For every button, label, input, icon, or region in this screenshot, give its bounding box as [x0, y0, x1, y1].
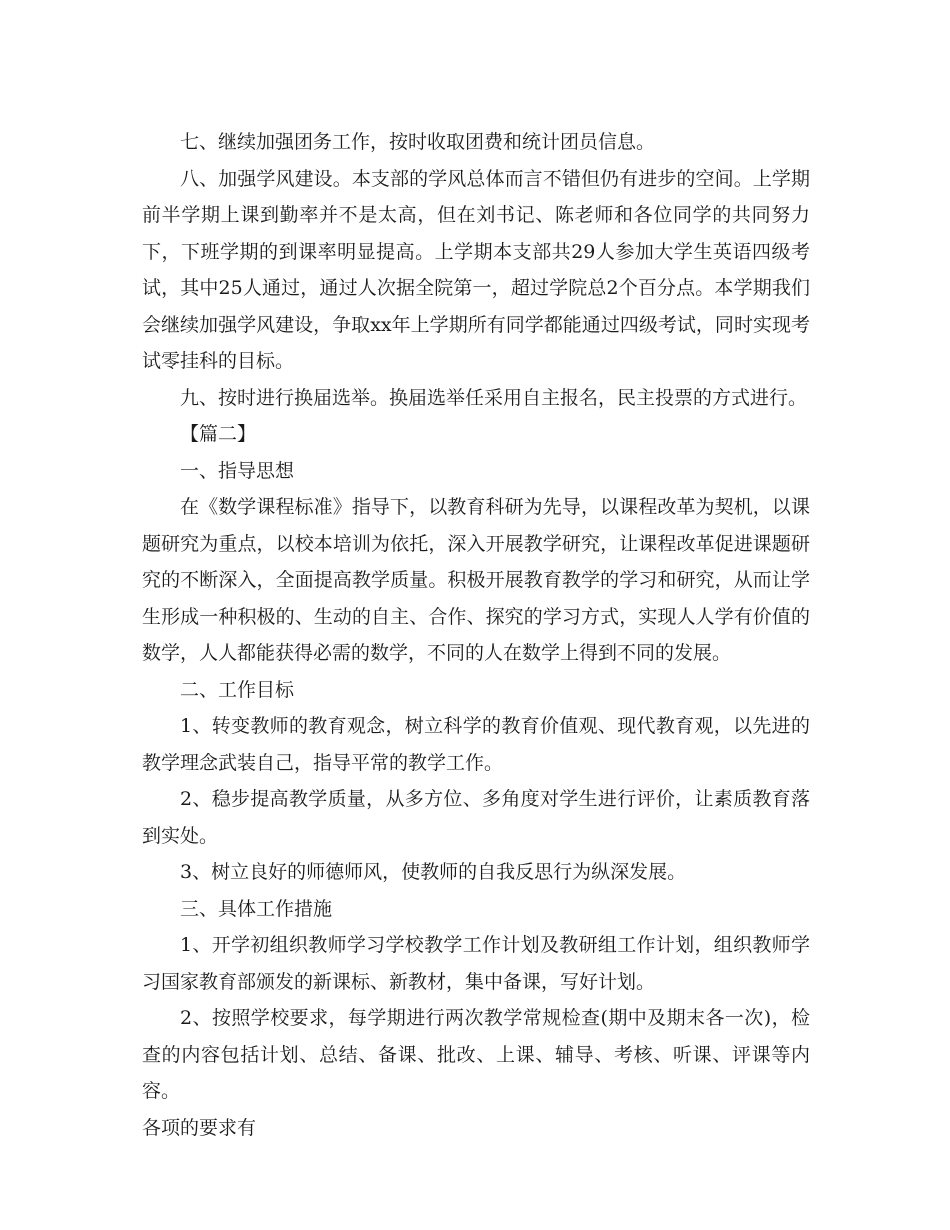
measure-item-2: 2、按照学校要求，每学期进行两次教学常规检查(期中及期末各一次)，检查的内容包括计划、总结、备课、批改、上课、辅导、考核、听课、评课等内容。	[142, 1007, 810, 1102]
paragraph-section-seven: 七、继续加强团务工作，按时收取团费和统计团员信息。	[180, 131, 656, 153]
part-two-heading: 【篇二】	[180, 423, 257, 445]
paragraph-section-nine: 九、按时进行换届选举。换届选举任采用自主报名，民主投票的方式进行。	[180, 386, 808, 409]
guiding-ideology-heading: 一、指导思想	[180, 459, 295, 482]
goal-item-3: 3、树立良好的师德师风，使教师的自我反思行为纵深发展。	[180, 861, 687, 883]
measures-heading: 三、具体工作措施	[180, 897, 333, 920]
work-goals-heading: 二、工作目标	[180, 678, 295, 701]
document-body	[142, 124, 810, 1146]
trailing-text-line: 各项的要求有	[142, 1116, 257, 1139]
measure-item-1: 1、开学初组织教师学习学校教学工作计划及教研组工作计划，组织教师学习国家教育部颁发的新课标、新教材，集中备课，写好计划。	[142, 934, 810, 993]
goal-item-1: 1、转变教师的教育观念，树立科学的教育价值观、现代教育观，以先进的教学理念武装自己，指导平常的教学工作。	[142, 715, 810, 774]
goal-item-2: 2、稳步提高教学质量，从多方位、多角度对学生进行评价，让素质教育落到实处。	[142, 788, 810, 847]
guiding-ideology-paragraph: 在《数学课程标准》指导下，以教育科研为先导，以课程改革为契机，以课题研究为重点，以校本培训为依托，深入开展教学研究，让课程改革促进课题研究的不断深入，全面提高教学质量。积极开展教育教学的学习和研究，从而让学生形成一种积极的、生动的自主、合作、探究的学习方式，实现人人学有价值的数学，人人都能获得必需的数学，不同的人在数学上得到不同的发展。	[142, 496, 810, 664]
paragraph-section-eight: 八、加强学风建设。本支部的学风总体而言不错但仍有进步的空间。上学期前半学期上课到勤率并不是太高，但在刘书记、陈老师和各位同学的共同努力下，下班学期的到课率明显提高。上学期本支部共29人参加大学生英语四级考试，其中25人通过，通过人次据全院第一，超过学院总2个百分点。本学期我们会继续加强学风建设，争取xx年上学期所有同学都能通过四级考试，同时实现考试零挂科的目标。	[142, 167, 810, 372]
